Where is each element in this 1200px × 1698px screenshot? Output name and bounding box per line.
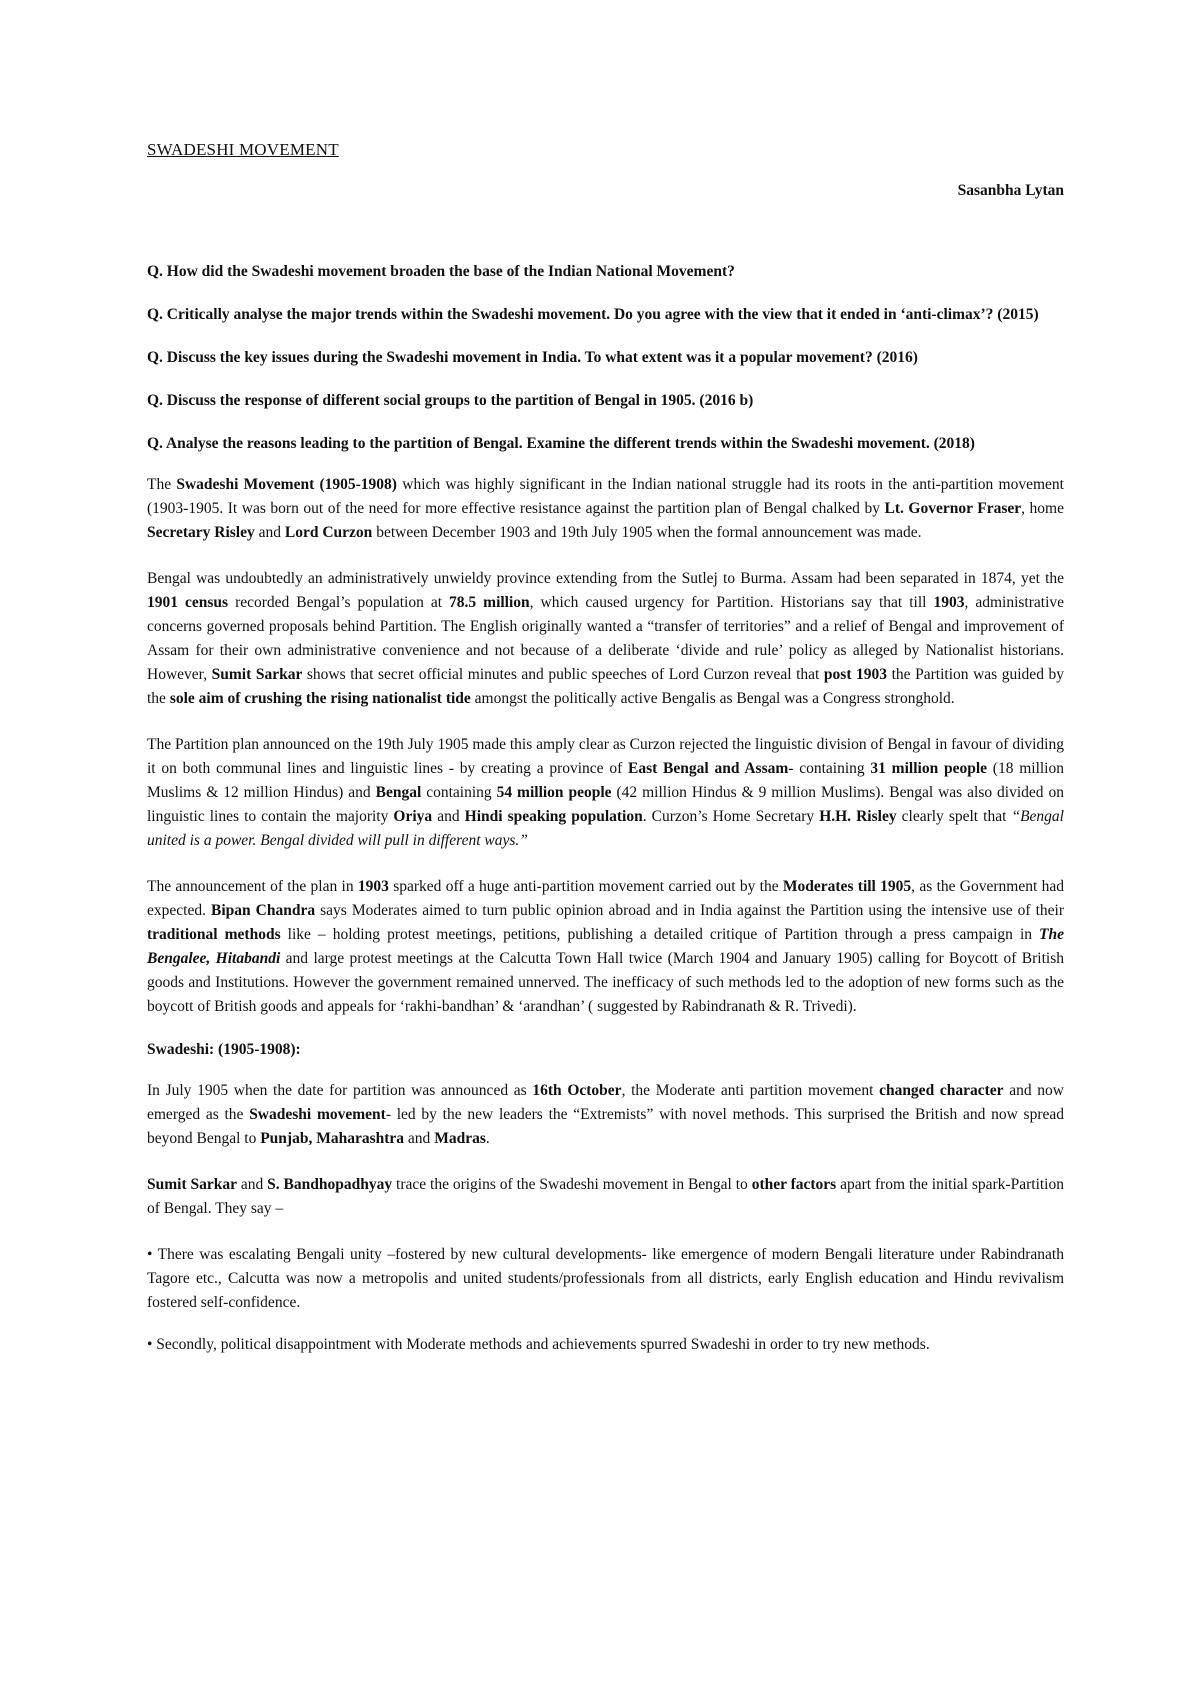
paragraph-partition-plan bbox=[147, 733, 1064, 853]
text: - led by the new leaders the “Extremists” with novel methods. This surprised the British and now spread beyond Bengal to bbox=[147, 1106, 1064, 1147]
text: The Partition plan announced on the 19th July 1905 made this amply clear as Curzon rejected the linguistic division of Bengal in favour of dividing it on both communal lines and linguistic lines - by creating a province of bbox=[147, 736, 1064, 777]
bold-text: Swadeshi movement bbox=[249, 1106, 386, 1123]
bold-text: Punjab, Maharashtra bbox=[260, 1130, 405, 1147]
text: The bbox=[147, 476, 177, 493]
text: , which caused urgency for Partition. Historians say that till bbox=[529, 594, 934, 611]
newspaper-names: The Bengalee, Hitabandi bbox=[147, 926, 1064, 967]
text: and large protest meetings at the Calcutta Town Hall twice (March 1904 and January 1905) calling for Boycott of British goods and Institutions. However the government remained unnerved. The inefficacy of such methods led to the adoption of new forms such as the boycott of British goods and appeals for ‘rakhi-bandhan’ & ‘arandhan’ ( suggested by Rabindranath & R. Trivedi). bbox=[147, 950, 1065, 1015]
text: , the Moderate anti partition movement bbox=[621, 1082, 880, 1099]
question-2: Q. Critically analyse the major trends within the Swadeshi movement. Do you agree with the view that it ended in ‘anti-climax’? (2015) bbox=[147, 306, 1039, 323]
text: says Moderates aimed to turn public opinion abroad and in India against the Partition using the intensive use of their bbox=[315, 902, 1064, 919]
text: - containing bbox=[788, 760, 871, 777]
document-title: SWADESHI MOVEMENT bbox=[147, 140, 339, 159]
paragraph-moderates bbox=[147, 875, 1064, 1019]
text: and now emerged as the bbox=[147, 1082, 1065, 1123]
paragraph-intro bbox=[147, 473, 1064, 545]
question-5: Q. Analyse the reasons leading to the partition of Bengal. Examine the different trends within the Swadeshi movement. (2018) bbox=[147, 435, 975, 452]
text: . bbox=[485, 1130, 490, 1147]
bold-text: Bengal bbox=[375, 784, 422, 801]
text: , home bbox=[1021, 500, 1064, 517]
text: sparked off a huge anti-partition movement carried out by the bbox=[388, 878, 783, 895]
bold-text: Moderates till 1905 bbox=[782, 878, 912, 895]
text: Bengal was undoubtedly an administratively unwieldy province extending from the Sutlej to Burma. Assam had been separated in 1874, yet the bbox=[147, 570, 1064, 587]
text: and bbox=[404, 1130, 435, 1147]
text: recorded Bengal’s population at bbox=[228, 594, 450, 611]
bold-text: changed character bbox=[879, 1082, 1004, 1099]
text: trace the origins of the Swadeshi movement in Bengal to bbox=[392, 1176, 752, 1193]
bold-text: 16th October bbox=[532, 1082, 622, 1099]
document-page bbox=[147, 140, 1064, 1375]
bold-text: 1903 bbox=[357, 878, 389, 895]
text: and bbox=[254, 524, 285, 541]
section-heading: Swadeshi: (1905-1908): bbox=[147, 1041, 301, 1058]
bold-text: Sumit Sarkar bbox=[211, 666, 303, 683]
bold-text: Sumit Sarkar bbox=[147, 1176, 238, 1193]
bold-text: 1903 bbox=[933, 594, 965, 611]
text: which was highly significant in the Indian national struggle had its roots in the anti-partition movement (1903-1905. It was born out of the need for more effective resistance against the partition plan of Bengal chalked by bbox=[147, 476, 1064, 517]
bold-text: other factors bbox=[751, 1176, 837, 1193]
bullet-item: • There was escalating Bengali unity –fostered by new cultural developments- like emergence of modern Bengali literature under Rabindranath Tagore etc., Calcutta was now a metropolis and united students/professionals from all districts, early English education and Hindu revivalism fostered self-confidence. bbox=[147, 1246, 1064, 1311]
text: The announcement of the plan in bbox=[147, 878, 358, 895]
text: , administrative concerns governed proposals behind Partition. The English originally wanted a “transfer of territories” and a relief of Bengal and improvement of Assam for their own administrative convenience and not because of a deliberate ‘divide and rule’ policy as alleged by Nationalist historians. However, bbox=[147, 594, 1065, 683]
text: (18 million Muslims & 12 million Hindus) and bbox=[147, 760, 1064, 801]
bold-text: Oriya bbox=[393, 808, 433, 825]
question-1: Q. How did the Swadeshi movement broaden the base of the Indian National Movement? bbox=[147, 263, 735, 280]
bold-text: 31 million people bbox=[870, 760, 988, 777]
text: like – holding protest meetings, petitions, publishing a detailed critique of Partition through a press campaign in bbox=[280, 926, 1040, 943]
bold-text: East Bengal and Assam bbox=[628, 760, 789, 777]
bold-text: Lt. Governor Fraser bbox=[884, 500, 1022, 517]
text: clearly spelt that bbox=[896, 808, 1012, 825]
bullet-item: • Secondly, political disappointment with Moderate methods and achievements spurred Swadeshi in order to try new methods. bbox=[147, 1336, 930, 1353]
text: , as the Government had expected. bbox=[147, 878, 1064, 919]
bold-text: Lord Curzon bbox=[284, 524, 373, 541]
paragraph-origins bbox=[147, 1173, 1064, 1221]
question-4: Q. Discuss the response of different social groups to the partition of Bengal in 1905. (2016 b) bbox=[147, 392, 754, 409]
bold-text: 78.5 million bbox=[449, 594, 530, 611]
bold-text: traditional methods bbox=[147, 926, 281, 943]
bold-text: Madras bbox=[434, 1130, 486, 1147]
text: (42 million Hindus & 9 million Muslims). Bengal was also divided on linguistic lines to contain the majority bbox=[147, 784, 1064, 825]
text: the Partition was guided by the bbox=[147, 666, 1065, 707]
paragraph-swadeshi bbox=[147, 1079, 1064, 1151]
question-3: Q. Discuss the key issues during the Swadeshi movement in India. To what extent was it a popular movement? (2016) bbox=[147, 349, 918, 366]
bold-text: 1901 census bbox=[147, 594, 229, 611]
text: and bbox=[432, 808, 465, 825]
text: between December 1903 and 19th July 1905 when the formal announcement was made. bbox=[372, 524, 922, 541]
text: containing bbox=[421, 784, 497, 801]
bold-text: Swadeshi Movement (1905-1908) bbox=[176, 476, 397, 493]
text: apart from the initial spark-Partition of Bengal. They say – bbox=[147, 1176, 1064, 1217]
bold-text: Hindi speaking population bbox=[464, 808, 643, 825]
bold-text: H.H. Risley bbox=[819, 808, 897, 825]
paragraph-bengal bbox=[147, 567, 1064, 711]
bold-text: post 1903 bbox=[823, 666, 888, 683]
text: In July 1905 when the date for partition was announced as bbox=[147, 1082, 533, 1099]
bold-text: sole aim of crushing the rising nationalist tide bbox=[169, 690, 471, 707]
text: amongst the politically active Bengalis as Bengal was a Congress stronghold. bbox=[470, 690, 955, 707]
bold-text: 54 million people bbox=[496, 784, 612, 801]
text: . Curzon’s Home Secretary bbox=[642, 808, 820, 825]
bold-text: Bipan Chandra bbox=[210, 902, 316, 919]
text: shows that secret official minutes and public speeches of Lord Curzon reveal that bbox=[302, 666, 824, 683]
quote-text: “Bengal united is a power. Bengal divided will pull in different ways.” bbox=[147, 808, 1064, 849]
bold-text: S. Bandhopadhyay bbox=[267, 1176, 393, 1193]
text: and bbox=[237, 1176, 268, 1193]
author-name: Sasanbha Lytan bbox=[957, 182, 1064, 199]
bold-text: Secretary Risley bbox=[147, 524, 255, 541]
